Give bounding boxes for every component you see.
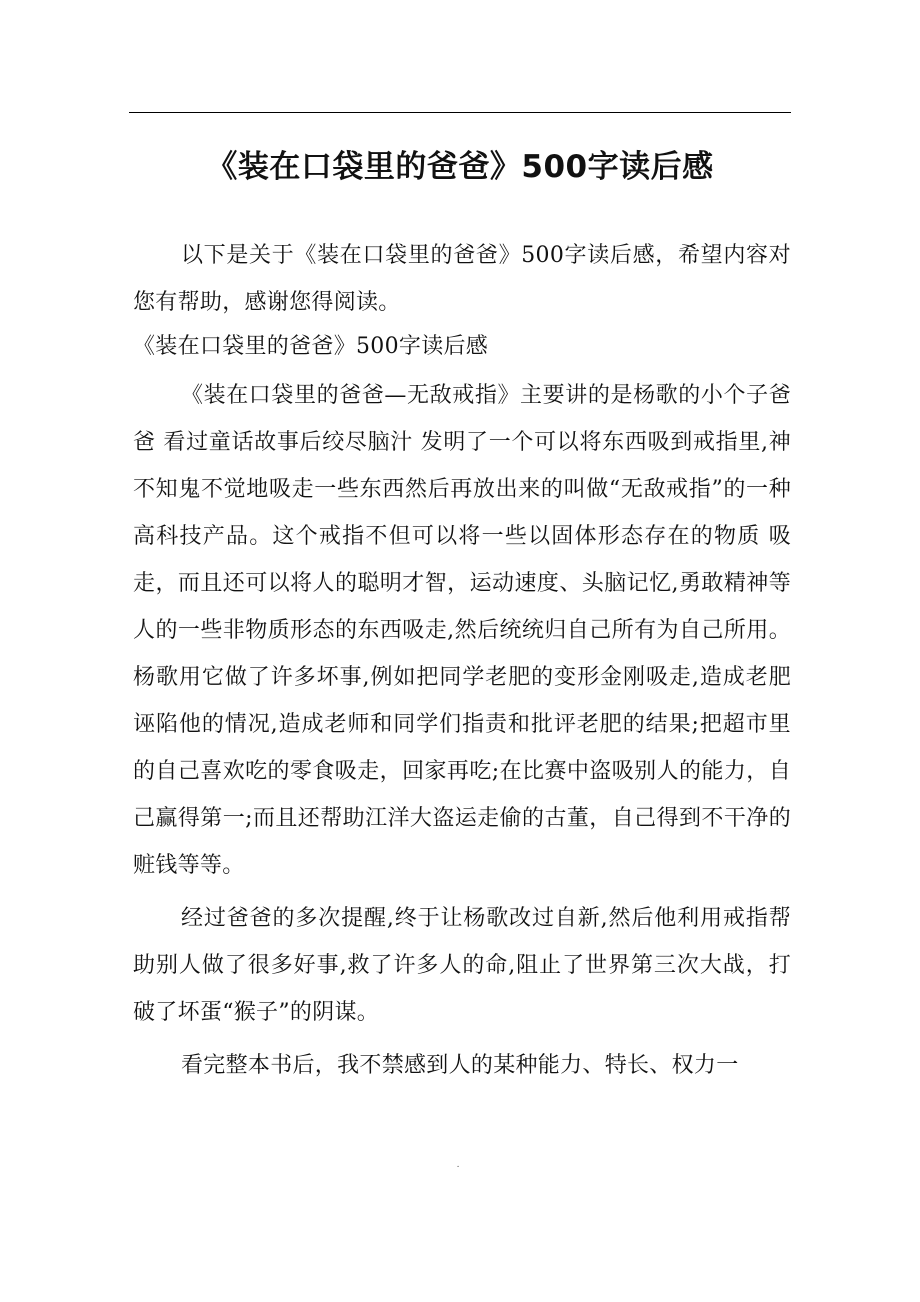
section-subtitle: 《装在口袋里的爸爸》500字读后感 (133, 334, 489, 359)
document-title: 《装在口袋里的爸爸》500字读后感 (206, 149, 714, 185)
page-footer-mark: . (456, 1160, 460, 1170)
document-body (133, 232, 791, 1089)
body-paragraph-2: 经过爸爸的多次提醒,终于让杨歌改过自新,然后他利用戒指帮助别人做了很多好事,救了许多人的命,阻止了世界第三次大战，打破了坏蛋“猴子”的阴谋。 (133, 906, 791, 1025)
body-paragraph-1: 《装在口袋里的爸爸—无敌戒指》主要讲的是杨歌的小个子爸爸 看过童话故事后绞尽脑汁 发明了一个可以将东西吸到戒指里,神不知鬼不觉地吸走一些东西然后再放出来的叫做“无敌戒指”的一种高科技产品。这个戒指不但可以将一些以固体形态存在的物质 吸走，而且还可以将人的聪明才智，运动速度、头脑记忆,勇敢精神等人的一些非物质形态的东西吸走,然后统统归自己所有为自己所用。杨歌用它做了许多坏事,例如把同学老肥的变形金刚吸走,造成老肥诬陷他的情况,造成老师和同学们指责和批评老肥的结果;把超市里的自己喜欢吃的零食吸走，回家再吃;在比赛中盗吸别人的能力，自己赢得第一;而且还帮助江洋大盗运走偷的古董，自己得到不干净的赃钱等等。 (133, 383, 791, 878)
header-rule (129, 112, 791, 113)
body-paragraph-3: 看完整本书后，我不禁感到人的某种能力、特长、权力一 (181, 1053, 739, 1078)
intro-paragraph: 以下是关于《装在口袋里的爸爸》500字读后感，希望内容对您有帮助，感谢您得阅读。 (133, 243, 791, 315)
